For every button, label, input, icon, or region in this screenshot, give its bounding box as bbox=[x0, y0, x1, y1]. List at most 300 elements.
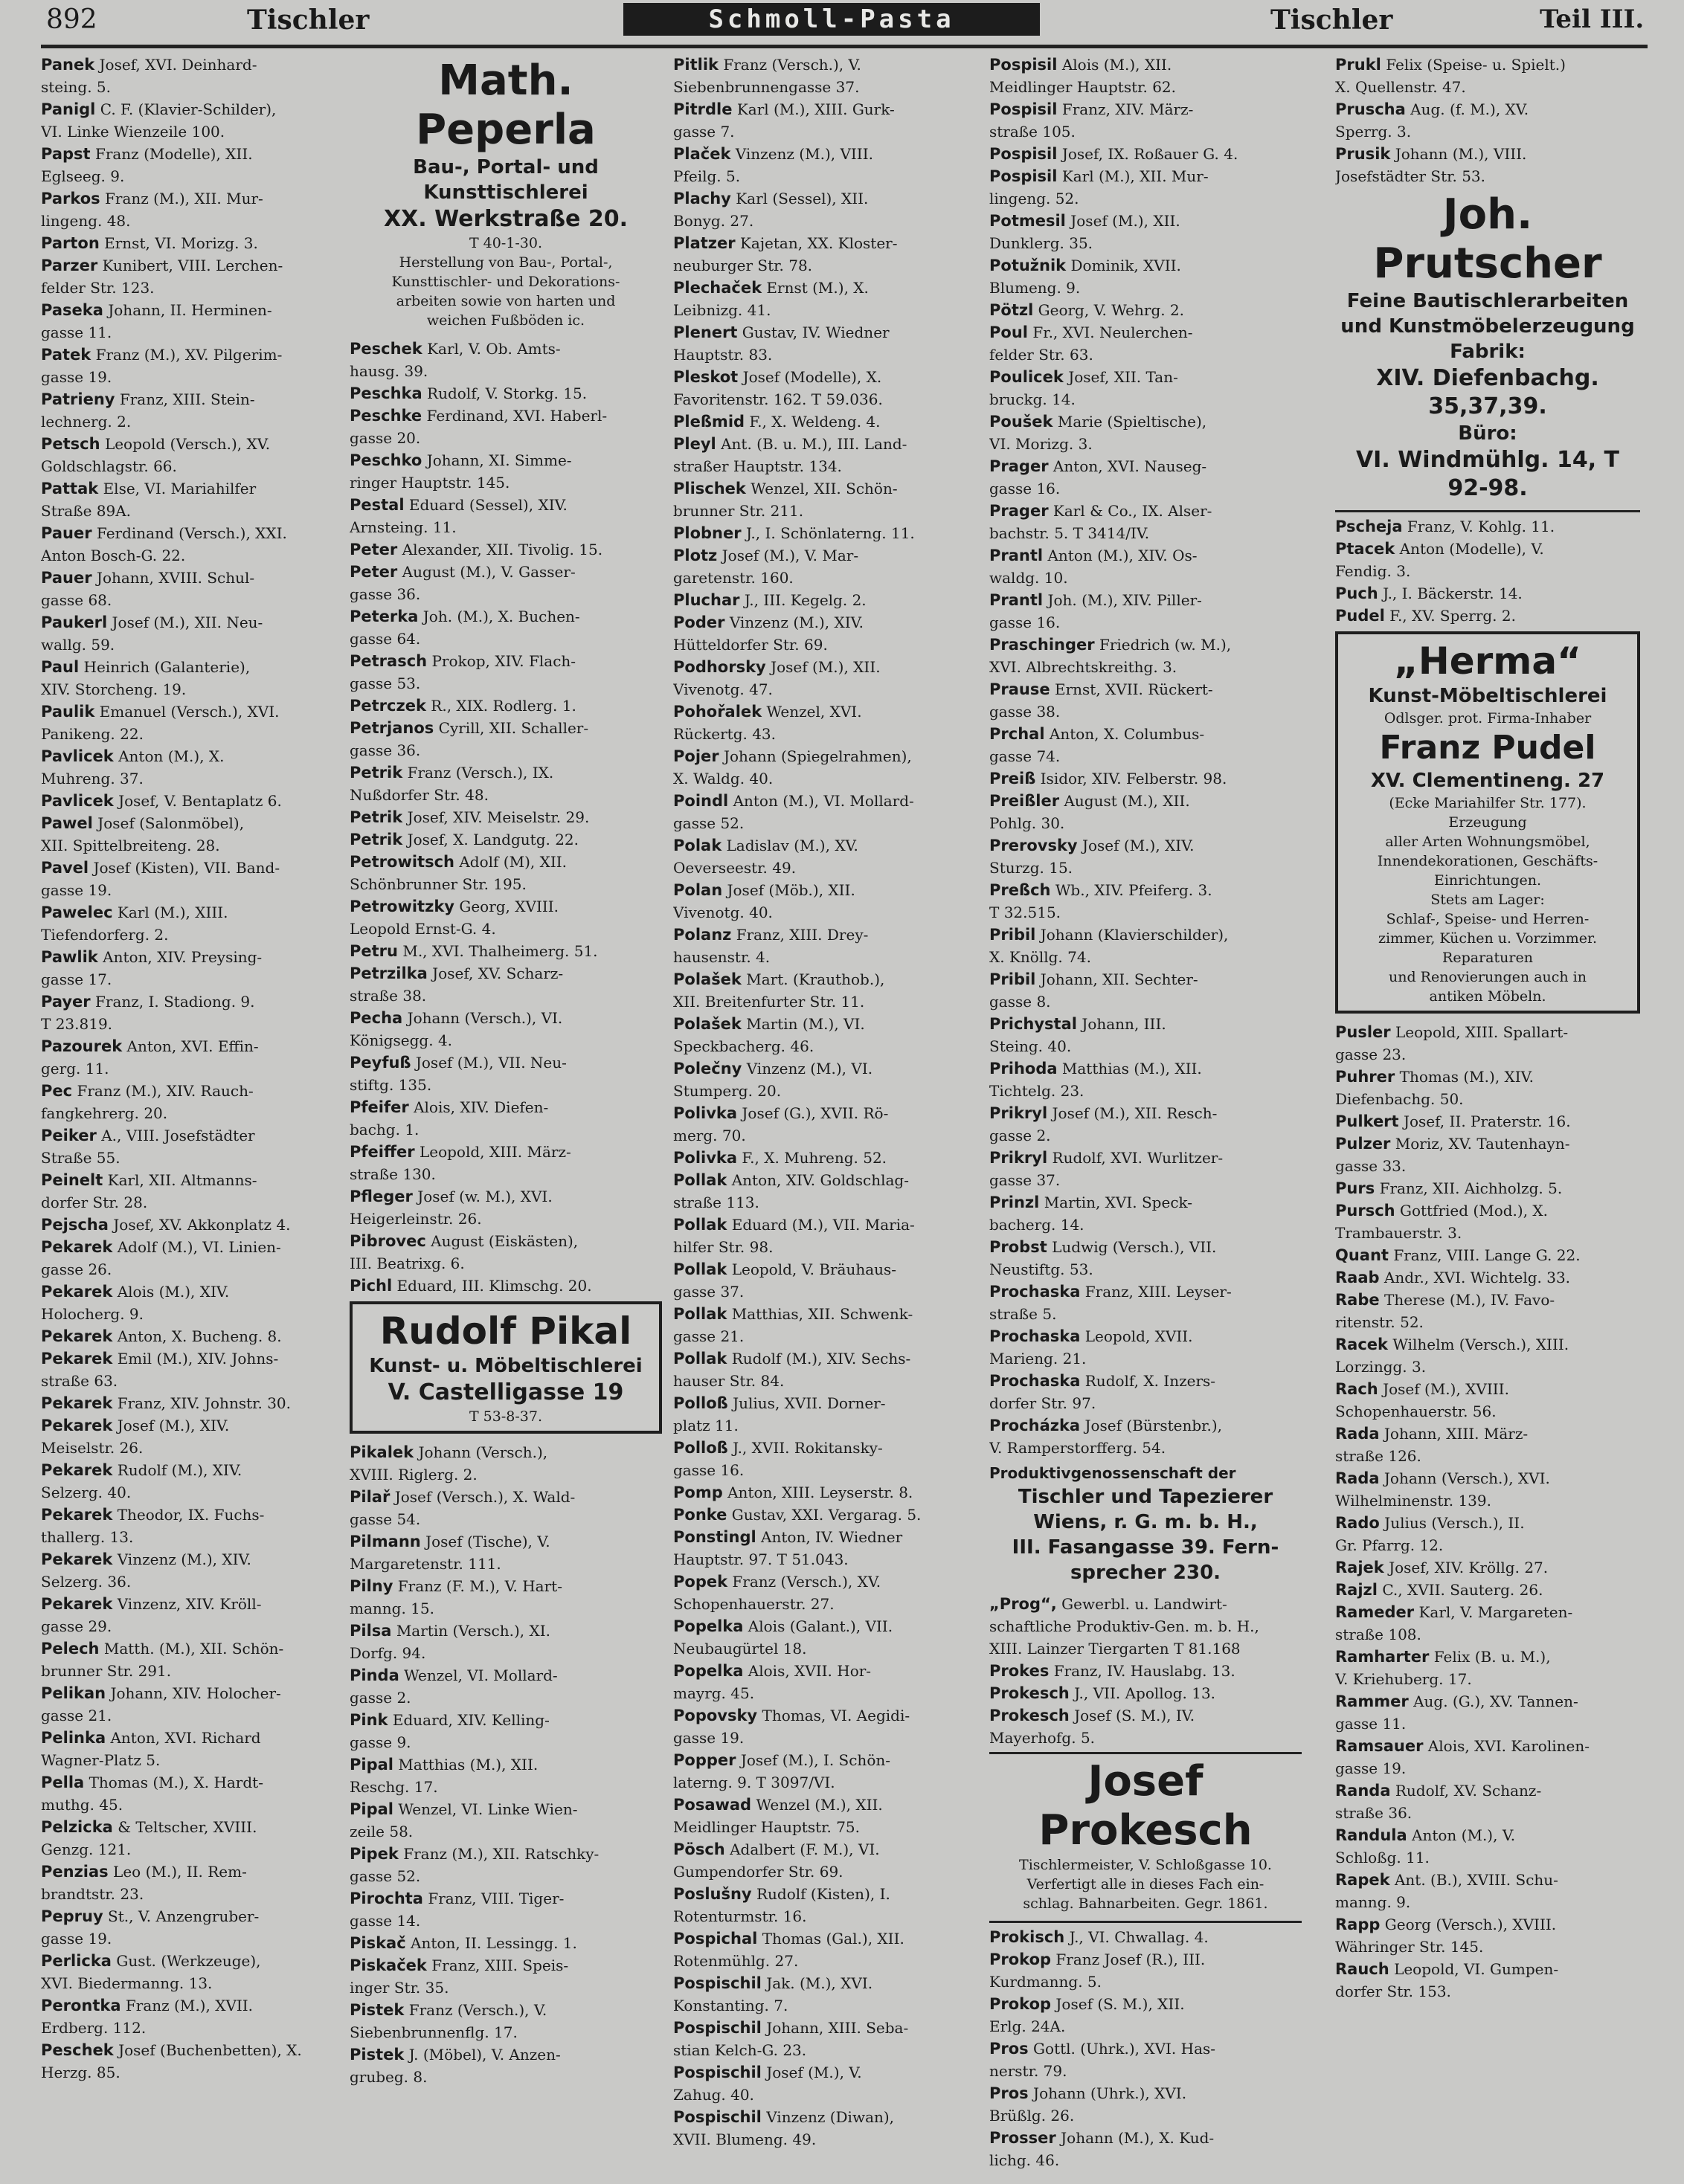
entry-name: Quant bbox=[1335, 1246, 1389, 1264]
entry-detail-line2: XII. Breitenfurter Str. 11. bbox=[673, 993, 865, 1011]
directory-entry bbox=[989, 1660, 1302, 1682]
header-teil: Teil III. bbox=[1540, 4, 1645, 34]
entry-detail: Josef (M.), XII. Resch- bbox=[1052, 1104, 1218, 1122]
entry-detail: J., I. Schönlaterng. 11. bbox=[745, 524, 915, 542]
entry-detail: Johann, XIII. Seba- bbox=[766, 2019, 909, 2037]
directory-entry bbox=[350, 561, 662, 605]
entry-name: Pipal bbox=[350, 1800, 393, 1818]
directory-entry bbox=[350, 1051, 662, 1096]
entry-detail-line2: Margaretenstr. 111. bbox=[350, 1555, 501, 1573]
entry-detail-line2: lingeng. 52. bbox=[989, 190, 1079, 207]
entry-detail: Therese (M.), IV. Favo- bbox=[1383, 1291, 1555, 1309]
entry-detail: Josef, XV. Akkonplatz 4. bbox=[113, 1216, 291, 1234]
directory-entry bbox=[41, 1325, 346, 1347]
directory-entry bbox=[989, 98, 1302, 143]
entry-name: Prikryl bbox=[989, 1149, 1048, 1167]
directory-entry bbox=[673, 54, 986, 98]
entry-name: Potužnik bbox=[989, 257, 1067, 274]
directory-entry bbox=[1335, 1333, 1640, 1378]
entry-name: Pleyl bbox=[673, 435, 716, 453]
entry-name: Pelikan bbox=[41, 1684, 106, 1702]
entry-detail: Rudolf (M.), XIV. bbox=[117, 1461, 242, 1479]
entry-detail-line2: gasse 11. bbox=[41, 323, 112, 341]
directory-entry bbox=[673, 321, 986, 366]
entry-detail-line2: gasse 16. bbox=[989, 480, 1061, 497]
directory-entry bbox=[41, 1682, 346, 1727]
directory-entry bbox=[989, 366, 1302, 410]
entry-detail: Eduard, XIV. Kelling- bbox=[392, 1711, 550, 1729]
entry-detail: Franz Josef (R.), III. bbox=[1055, 1951, 1206, 1968]
entry-detail-line2: Währinger Str. 145. bbox=[1335, 1938, 1484, 1956]
entry-detail: Georg, XVIII. bbox=[459, 898, 559, 915]
directory-entry bbox=[350, 940, 662, 962]
ad-prokesch-rule-top bbox=[989, 1752, 1302, 1754]
entry-name: Pestal bbox=[350, 496, 405, 514]
ad-peperla-desc4: weichen Fußböden ic. bbox=[426, 312, 585, 329]
entry-name: Randula bbox=[1335, 1826, 1407, 1844]
directory-entry bbox=[350, 382, 662, 405]
entry-detail: Josef (M.), XII. Neu- bbox=[112, 613, 263, 631]
entry-detail-line2: Diefenbachg. 50. bbox=[1335, 1090, 1464, 1108]
entry-detail: Franz (Versch.), IX. bbox=[407, 764, 554, 782]
directory-entry bbox=[350, 695, 662, 717]
entry-name: Pulkert bbox=[1335, 1112, 1399, 1130]
directory-entry bbox=[1335, 1690, 1640, 1735]
entry-name: Preißler bbox=[989, 792, 1060, 810]
directory-entry bbox=[1335, 54, 1640, 98]
directory-entry bbox=[41, 1727, 346, 1771]
entry-detail-line2: dorfer Str. 28. bbox=[41, 1194, 148, 1211]
directory-entry bbox=[350, 851, 662, 895]
entry-detail: Thomas (M.), XIV. bbox=[1399, 1068, 1534, 1086]
entry-detail-line2: felder Str. 63. bbox=[989, 346, 1093, 364]
entry-detail-line2: Holocherg. 9. bbox=[41, 1305, 144, 1323]
entry-detail: Georg (Versch.), XVIII. bbox=[1384, 1916, 1557, 1933]
entry-name: Pejscha bbox=[41, 1216, 109, 1234]
entry-name: Pekarek bbox=[41, 1595, 113, 1613]
entry-detail: Matthias (M.), XII. bbox=[1061, 1060, 1202, 1077]
directory-entry bbox=[989, 834, 1302, 879]
ad-peperla-line1: Bau-, Portal- und Kunsttischlerei bbox=[413, 156, 599, 204]
entry-detail-line2: Anton Bosch-G. 22. bbox=[41, 547, 186, 564]
entry-detail-line2: bachg. 1. bbox=[350, 1121, 420, 1138]
entry-name: Prantl bbox=[989, 591, 1044, 609]
directory-entry bbox=[673, 1437, 986, 1481]
ad-herma-line7: aller Arten Wohnungsmöbel, bbox=[1385, 834, 1590, 850]
directory-entry bbox=[350, 1230, 662, 1275]
entry-detail: Adalbert (F. M.), VI. bbox=[730, 1840, 880, 1858]
directory-entry bbox=[673, 187, 986, 232]
entry-detail: Ferdinand (Versch.), XXI. bbox=[96, 524, 287, 542]
directory-entry bbox=[350, 338, 662, 382]
entry-detail: Josef (Versch.), X. Wald- bbox=[394, 1488, 576, 1506]
entry-name: Petrjanos bbox=[350, 719, 434, 737]
entry-detail-line2: Vivenotg. 40. bbox=[673, 903, 773, 921]
entry-detail: Eduard (Sessel), XIV. bbox=[408, 496, 568, 514]
entry-name: Ponke bbox=[673, 1506, 727, 1524]
entry-detail-line2: fangkehrerg. 20. bbox=[41, 1104, 168, 1122]
entry-detail-line2: brandtstr. 23. bbox=[41, 1885, 144, 1903]
entry-name: Pauer bbox=[41, 569, 92, 587]
entry-detail: Franz (M.), XII. Mur- bbox=[105, 190, 263, 207]
entry-detail: Josef (M.), XVIII. bbox=[1383, 1380, 1509, 1398]
entry-name: Pfeifer bbox=[350, 1098, 409, 1116]
directory-entry bbox=[1335, 1869, 1640, 1913]
entry-detail: Rudolf (Kisten), I. bbox=[756, 1885, 890, 1903]
directory-entry bbox=[989, 1682, 1302, 1704]
entry-detail-line2: gasse 64. bbox=[350, 630, 421, 648]
entry-detail: Josef (G.), XVII. Rö- bbox=[742, 1104, 889, 1122]
entry-detail-line2: Pohlg. 30. bbox=[989, 814, 1065, 832]
entry-detail: Franz (Versch.), V. bbox=[723, 56, 861, 74]
col5-rule bbox=[1335, 510, 1640, 512]
directory-entry bbox=[41, 143, 346, 187]
ad-prutscher-line1: Feine Bautischlerarbeiten bbox=[1346, 290, 1629, 312]
ad-herma-name: „Herma“ bbox=[1394, 640, 1581, 683]
entry-detail-line2: zeile 58. bbox=[350, 1823, 414, 1840]
entry-detail-line2: stian Kelch-G. 23. bbox=[673, 2041, 807, 2059]
ad-prokesch bbox=[989, 1757, 1302, 1913]
directory-entry bbox=[673, 522, 986, 544]
entry-detail: Martin, XVI. Speck- bbox=[1044, 1194, 1193, 1211]
entry-name: Pekarek bbox=[41, 1327, 113, 1345]
entry-name: Pospisil bbox=[989, 145, 1058, 163]
entry-detail-line2: Erlg. 24A. bbox=[989, 2017, 1066, 2035]
entry-name: Peinelt bbox=[41, 1171, 103, 1189]
column-3 bbox=[673, 54, 986, 2151]
entry-detail-line2: straße 5. bbox=[989, 1305, 1057, 1323]
directory-entry bbox=[1335, 1199, 1640, 1244]
directory-entry bbox=[350, 828, 662, 851]
entry-detail: Johann (Uhrk.), XVI. bbox=[1033, 2084, 1187, 2102]
entry-name: Pepruy bbox=[41, 1907, 103, 1925]
directory-entry bbox=[1335, 1467, 1640, 1512]
directory-entry bbox=[350, 1843, 662, 1887]
entry-name: Petrik bbox=[350, 808, 403, 826]
entry-name: Poul bbox=[989, 323, 1028, 341]
entry-name: Petrowitzky bbox=[350, 898, 454, 915]
directory-entry bbox=[673, 277, 986, 321]
entry-detail-line2: Neubaugürtel 18. bbox=[673, 1640, 807, 1658]
directory-entry bbox=[989, 455, 1302, 500]
entry-detail: Rudolf, XVI. Wurlitzer- bbox=[1052, 1149, 1224, 1167]
genoss-line1: Produktivgenossenschaft der bbox=[989, 1464, 1236, 1482]
entry-name: Pursch bbox=[1335, 1202, 1395, 1220]
entry-detail: August (M.), V. Gasser- bbox=[402, 563, 576, 581]
entry-detail-line2: stiftg. 135. bbox=[350, 1076, 432, 1094]
genoss-line5: sprecher 230. bbox=[1070, 1562, 1221, 1584]
entry-detail: Thomas (Gal.), XII. bbox=[762, 1930, 904, 1948]
entry-detail-line2: VI. Linke Wienzeile 100. bbox=[41, 123, 225, 141]
entry-name: Poušek bbox=[989, 413, 1053, 431]
directory-entry bbox=[41, 1080, 346, 1124]
entry-detail-line2: XII. Spittelbreiteng. 28. bbox=[41, 837, 220, 854]
entry-name: Poslušny bbox=[673, 1885, 752, 1903]
entry-detail: Vinzenz (M.), VIII. bbox=[735, 145, 873, 163]
column-5-list-b bbox=[1335, 515, 1640, 627]
entry-detail: Josef (Buchenbetten), X. bbox=[118, 2041, 302, 2059]
entry-detail: Josef, XV. Scharz- bbox=[432, 964, 564, 982]
entry-detail-line2: mayrg. 45. bbox=[673, 1684, 755, 1702]
entry-detail: Johann, XIII. März- bbox=[1383, 1425, 1529, 1443]
entry-name: Petrasch bbox=[350, 652, 428, 670]
directory-entry bbox=[673, 879, 986, 924]
directory-entry bbox=[673, 611, 986, 656]
entry-detail: Josef (S. M.), XII. bbox=[1055, 1995, 1185, 2013]
directory-entry bbox=[1335, 1244, 1640, 1266]
entry-name: Pirochta bbox=[350, 1890, 423, 1907]
directory-entry bbox=[989, 1993, 1302, 2038]
directory-entry bbox=[1335, 1556, 1640, 1579]
entry-detail: Theodor, IX. Fuchs- bbox=[117, 1506, 265, 1524]
entry-detail-line2: Meiselstr. 26. bbox=[41, 1439, 144, 1457]
entry-detail-line2: gasse 21. bbox=[41, 1707, 112, 1724]
entry-name: Petrik bbox=[350, 831, 403, 848]
entry-detail: Thomas (M.), X. Hardt- bbox=[89, 1774, 263, 1791]
ad-pikal-name: Rudolf Pikal bbox=[379, 1310, 632, 1353]
entry-detail: Wenzel, VI. Linke Wien- bbox=[398, 1800, 578, 1818]
ad-prutscher-line6: VI. Windmühlg. 14, T 92-98. bbox=[1355, 447, 1620, 501]
entry-detail: Josef (M.), V. Mar- bbox=[722, 547, 859, 564]
ad-herma-line2: Odlsger. prot. Firma-Inhaber bbox=[1383, 710, 1592, 727]
entry-detail: Gottl. (Uhrk.), XVI. Has- bbox=[1033, 2040, 1216, 2058]
entry-name: Pekarek bbox=[41, 1417, 113, 1434]
entry-detail: Franz (Versch.), V. bbox=[408, 2001, 547, 2019]
entry-name: Polečny bbox=[673, 1060, 742, 1077]
entry-detail: Emanuel (Versch.), XVI. bbox=[99, 703, 280, 721]
directory-entry bbox=[989, 54, 1302, 98]
directory-entry bbox=[41, 567, 346, 611]
entry-detail-line2: Panikeng. 22. bbox=[41, 725, 144, 743]
entry-name: Pösch bbox=[673, 1840, 725, 1858]
entry-name: Pilař bbox=[350, 1488, 391, 1506]
directory-entry bbox=[989, 790, 1302, 834]
entry-detail-line2: Wagner-Platz 5. bbox=[41, 1751, 161, 1769]
entry-detail: Karl & Co., IX. Alser- bbox=[1052, 502, 1212, 520]
directory-entry bbox=[989, 1593, 1302, 1637]
ad-prokesch-rule-bottom bbox=[989, 1921, 1302, 1923]
column-4 bbox=[989, 54, 1302, 2171]
entry-detail-line2: XVII. Blumeng. 49. bbox=[673, 2130, 817, 2148]
entry-name: Panek bbox=[41, 56, 95, 74]
directory-entry bbox=[41, 2039, 346, 2084]
entry-name: Paul bbox=[41, 658, 80, 676]
ad-prutscher-name: Joh. Prutscher bbox=[1373, 190, 1602, 288]
directory-entry bbox=[350, 1441, 662, 1486]
entry-detail: August (Eiskästen), bbox=[431, 1232, 579, 1250]
entry-name: Perontka bbox=[41, 1997, 121, 2014]
entry-detail-line2: Straße 89A. bbox=[41, 502, 132, 520]
entry-detail-line2: XVI. Albrechtskreithg. 3. bbox=[989, 658, 1177, 676]
directory-entry bbox=[41, 1905, 346, 1950]
directory-entry bbox=[350, 2043, 662, 2088]
entry-name: Plobner bbox=[673, 524, 742, 542]
entry-detail-line2: Leopold Ernst-G. 4. bbox=[350, 920, 496, 938]
directory-entry bbox=[989, 143, 1302, 165]
entry-name: Pinda bbox=[350, 1666, 399, 1684]
entry-detail-line2: straße 63. bbox=[41, 1372, 118, 1390]
entry-detail: Gewerbl. u. Landwirt- bbox=[1061, 1595, 1227, 1613]
entry-detail: Anton, X. Columbus- bbox=[1049, 725, 1205, 743]
entry-name: Pluchar bbox=[673, 591, 740, 609]
directory-entry bbox=[989, 1414, 1302, 1459]
entry-detail-line2: gasse 37. bbox=[989, 1171, 1061, 1189]
directory-entry bbox=[41, 812, 346, 857]
entry-name: Potmesil bbox=[989, 212, 1066, 230]
directory-entry bbox=[989, 299, 1302, 321]
entry-detail-line2: Brüßlg. 26. bbox=[989, 2107, 1075, 2125]
entry-detail: Anton, X. Bucheng. 8. bbox=[117, 1327, 282, 1345]
entry-detail: Anton, XVI. Effin- bbox=[126, 1037, 259, 1055]
directory-entry bbox=[1335, 1958, 1640, 2003]
entry-detail: Josef, V. Bentaplatz 6. bbox=[118, 792, 282, 810]
directory-entry bbox=[673, 700, 986, 745]
directory-entry bbox=[673, 477, 986, 522]
entry-detail-line2: Speckbacherg. 46. bbox=[673, 1037, 814, 1055]
entry-name: Pekarek bbox=[41, 1238, 113, 1256]
entry-detail-line2: gasse 19. bbox=[1335, 1759, 1407, 1777]
directory-entry bbox=[1335, 1266, 1640, 1289]
directory-entry bbox=[41, 1281, 346, 1325]
entry-detail: Gustav, IV. Wiedner bbox=[742, 323, 890, 341]
entry-detail-line2: Favoritenstr. 162. T 59.036. bbox=[673, 390, 883, 408]
entry-detail-line2: dorfer Str. 153. bbox=[1335, 1982, 1451, 2000]
ad-herma-line13: Reparaturen bbox=[1442, 950, 1533, 966]
entry-name: Rada bbox=[1335, 1469, 1380, 1487]
entry-detail: Felix (Speise- u. Spielt.) bbox=[1386, 56, 1566, 74]
directory-entry bbox=[1335, 1110, 1640, 1133]
entry-detail-line2: gasse 7. bbox=[673, 123, 735, 141]
directory-entry bbox=[673, 410, 986, 433]
entry-detail: Josef, XII. Tan- bbox=[1068, 368, 1178, 386]
entry-name: Rado bbox=[1335, 1514, 1380, 1532]
directory-entry bbox=[1335, 1289, 1640, 1333]
genoss-line2: Tischler und Tapezierer bbox=[1018, 1486, 1273, 1508]
directory-entry bbox=[989, 968, 1302, 1013]
entry-detail-line2: Schloßg. 11. bbox=[1335, 1849, 1430, 1866]
entry-detail: Josef, II. Praterstr. 16. bbox=[1403, 1112, 1571, 1130]
directory-entry bbox=[350, 806, 662, 828]
entry-name: Popek bbox=[673, 1573, 728, 1591]
entry-detail: J., XVII. Rokitansky- bbox=[733, 1439, 883, 1457]
entry-detail-line2: thallerg. 13. bbox=[41, 1528, 134, 1546]
entry-detail-line2: straße 105. bbox=[989, 123, 1076, 141]
entry-name: Praschinger bbox=[989, 636, 1095, 654]
entry-detail: Martin (Versch.), XI. bbox=[396, 1622, 550, 1640]
entry-name: Pollak bbox=[673, 1171, 727, 1189]
entry-name: Polloß bbox=[673, 1394, 728, 1412]
entry-name: Peter bbox=[350, 541, 398, 558]
entry-detail: Anton, II. Lessingg. 1. bbox=[411, 1934, 577, 1952]
directory-entry bbox=[673, 232, 986, 277]
directory-entry bbox=[989, 500, 1302, 544]
entry-name: Polak bbox=[673, 837, 722, 854]
entry-name: Patek bbox=[41, 346, 91, 364]
entry-detail-line2: gasse 9. bbox=[350, 1733, 411, 1751]
entry-detail-line2: Sturzg. 15. bbox=[989, 859, 1073, 877]
entry-name: Peschek bbox=[350, 340, 422, 358]
entry-name: Pattak bbox=[41, 480, 99, 497]
entry-name: Prantl bbox=[989, 547, 1044, 564]
ad-herma-line10: Stets am Lager: bbox=[1430, 892, 1545, 908]
directory-entry bbox=[673, 1303, 986, 1347]
ad-herma-line14: und Renovierungen auch in bbox=[1389, 969, 1587, 985]
entry-detail-line2: lechnerg. 2. bbox=[41, 413, 132, 431]
entry-detail: Johann, XVIII. Schul- bbox=[96, 569, 255, 587]
entry-name: Peschek bbox=[41, 2041, 114, 2059]
entry-detail-line2: manng. 9. bbox=[1335, 1893, 1411, 1911]
entry-name: Pulzer bbox=[1335, 1135, 1391, 1153]
directory-entry bbox=[1335, 605, 1640, 627]
entry-name: Plischek bbox=[673, 480, 746, 497]
directory-entry bbox=[673, 1704, 986, 1749]
entry-detail-line2: ritenstr. 52. bbox=[1335, 1313, 1424, 1331]
entry-name: Pojer bbox=[673, 747, 719, 765]
entry-name: Pecha bbox=[350, 1009, 403, 1027]
entry-detail: Josef (M.), XIV. bbox=[117, 1417, 230, 1434]
entry-detail-line2: gasse 19. bbox=[41, 881, 112, 899]
entry-detail-line2: Schopenhauerstr. 27. bbox=[673, 1595, 835, 1613]
entry-name: Prager bbox=[989, 502, 1049, 520]
entry-name: Rajek bbox=[1335, 1559, 1384, 1576]
entry-detail: Franz (Modelle), XII. bbox=[94, 145, 253, 163]
entry-name: Purs bbox=[1335, 1179, 1375, 1197]
entry-name: Prerovsky bbox=[989, 837, 1078, 854]
entry-detail: Leopold (Versch.), XV. bbox=[104, 435, 271, 453]
entry-detail-line2: felder Str. 123. bbox=[41, 279, 155, 297]
entry-name: Prokes bbox=[989, 1662, 1050, 1680]
entry-name: Prinzl bbox=[989, 1194, 1040, 1211]
entry-detail-line2: III. Beatrixg. 6. bbox=[350, 1254, 465, 1272]
entry-detail: Josef (M.), XII. bbox=[771, 658, 881, 676]
entry-detail: Franz (Versch.), XV. bbox=[732, 1573, 881, 1591]
directory-entry bbox=[41, 1124, 346, 1169]
entry-name: Pitlik bbox=[673, 56, 719, 74]
entry-detail-line2: bacherg. 14. bbox=[989, 1216, 1084, 1234]
entry-detail: Wenzel, VI. Mollard- bbox=[404, 1666, 558, 1684]
entry-name: Pribil bbox=[989, 926, 1036, 944]
directory-entry bbox=[41, 1593, 346, 1637]
directory-entry bbox=[1335, 1779, 1640, 1824]
directory-entry bbox=[41, 1414, 346, 1459]
entry-detail: F., X. Weldeng. 4. bbox=[749, 413, 881, 431]
entry-name: Prikryl bbox=[989, 1104, 1048, 1122]
ad-peperla-desc1: Herstellung von Bau-, Portal-, bbox=[399, 254, 613, 271]
entry-detail-line2: gasse 38. bbox=[989, 703, 1061, 721]
entry-name: Poulicek bbox=[989, 368, 1064, 386]
entry-detail: Ernst (M.), X. bbox=[766, 279, 869, 297]
ad-herma-line1: Kunst-Möbeltischlerei bbox=[1368, 685, 1607, 707]
directory-entry bbox=[989, 767, 1302, 790]
entry-name: Petru bbox=[350, 942, 398, 960]
entry-detail: Karl, V. Margareten- bbox=[1418, 1603, 1573, 1621]
entry-name: Peter bbox=[350, 563, 398, 581]
entry-detail: Franz, XIV. März- bbox=[1061, 100, 1194, 118]
entry-name: Preiß bbox=[989, 770, 1036, 787]
entry-detail-line2: gasse 37. bbox=[673, 1283, 745, 1301]
ad-herma-address: XV. Clementineng. 27 bbox=[1370, 770, 1605, 792]
entry-detail: Adolf (M.), VI. Linien- bbox=[117, 1238, 281, 1256]
entry-detail: Franz, XIII. Leyser- bbox=[1084, 1283, 1232, 1301]
entry-name: Rajzl bbox=[1335, 1581, 1378, 1599]
ad-peperla-desc2: Kunsttischler- und Dekorations- bbox=[391, 274, 620, 290]
entry-detail: Jak. (M.), XVI. bbox=[766, 1974, 873, 1992]
directory-entry bbox=[350, 1530, 662, 1575]
entry-detail-line2: Dorfg. 94. bbox=[350, 1644, 426, 1662]
entry-name: Pollak bbox=[673, 1216, 727, 1234]
directory-entry bbox=[989, 1325, 1302, 1370]
entry-detail-line2: inger Str. 35. bbox=[350, 1979, 449, 1997]
